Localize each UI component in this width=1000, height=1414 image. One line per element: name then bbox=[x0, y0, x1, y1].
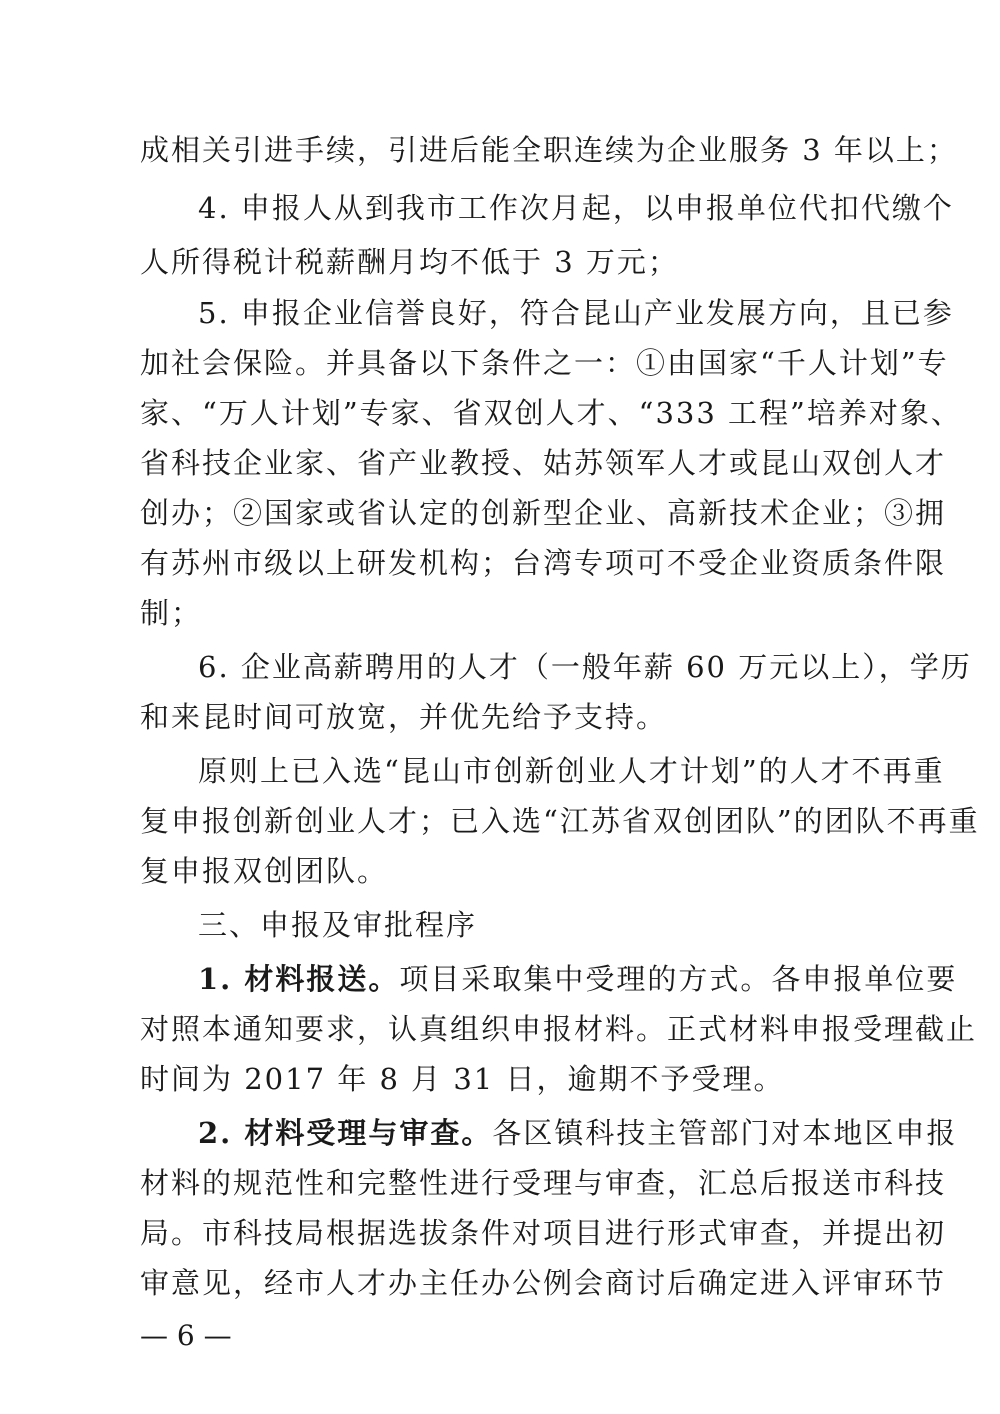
body-line bbox=[198, 1106, 1000, 1160]
page-number: — 6 — bbox=[140, 1319, 232, 1352]
body-line: 有苏州市级以上研发机构；台湾专项可不受企业资质条件限 bbox=[140, 546, 947, 580]
body-line: 成相关引进手续，引进后能全职连续为企业服务 3 年以上； bbox=[140, 133, 958, 167]
body-line: 复申报创新创业人才；已入选“江苏省双创团队”的团队不再重 bbox=[140, 804, 980, 838]
body-line: 制； bbox=[140, 596, 203, 630]
body-line: 复申报双创团队。 bbox=[140, 854, 389, 888]
body-line: 原则上已入选“昆山市创新创业人才计划”的人才不再重 bbox=[198, 754, 945, 788]
body-line: 创办；②国家或省认定的创新型企业、高新技术企业；③拥 bbox=[140, 496, 947, 530]
body-line: 4. 申报人从到我市工作次月起，以申报单位代扣代缴个 bbox=[198, 191, 954, 225]
item-text: 各区镇科技主管部门对本地区申报 bbox=[492, 1116, 958, 1150]
item-lead: 1. 材料报送。 bbox=[198, 962, 400, 996]
body-line: 人所得税计税薪酬月均不低于 3 万元； bbox=[140, 245, 679, 279]
body-line: 和来昆时间可放宽，并优先给予支持。 bbox=[140, 700, 668, 734]
body-line: 材料的规范性和完整性进行受理与审查，汇总后报送市科技 bbox=[140, 1166, 947, 1200]
body-line: 6. 企业高薪聘用的人才（一般年薪 60 万元以上），学历 bbox=[198, 650, 972, 684]
item-text: 项目采取集中受理的方式。各申报单位要 bbox=[399, 962, 958, 996]
body-line: 省科技企业家、省产业教授、姑苏领军人才或昆山双创人才 bbox=[140, 446, 947, 480]
body-line: 家、“万人计划”专家、省双创人才、“333 工程”培养对象、 bbox=[140, 396, 962, 430]
body-line: 加社会保险。并具备以下条件之一：①由国家“千人计划”专 bbox=[140, 346, 949, 380]
body-line: 局。市科技局根据选拔条件对项目进行形式审查，并提出初 bbox=[140, 1216, 947, 1250]
body-line: 审意见，经市人才办主任办公例会商讨后确定进入评审环节 bbox=[140, 1266, 947, 1300]
body-line: 时间为 2017 年 8 月 31 日，逾期不予受理。 bbox=[140, 1062, 785, 1096]
body-line bbox=[198, 952, 1000, 1006]
item-lead: 2. 材料受理与审查。 bbox=[198, 1116, 493, 1150]
body-line: 5. 申报企业信誉良好，符合昆山产业发展方向，且已参 bbox=[198, 296, 954, 330]
body-line: 对照本通知要求，认真组织申报材料。正式材料申报受理截止 bbox=[140, 1012, 978, 1046]
section-heading: 三、申报及审批程序 bbox=[198, 908, 478, 942]
